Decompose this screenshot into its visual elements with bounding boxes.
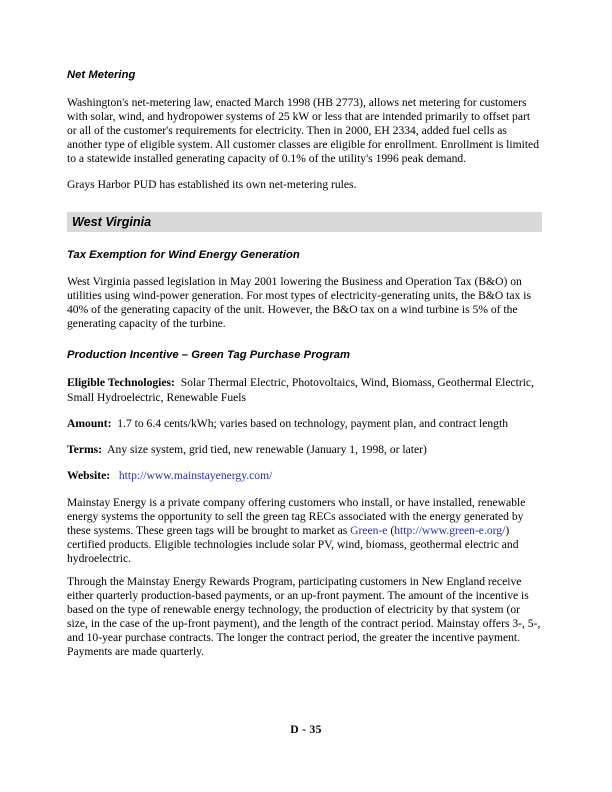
state-heading-west-virginia: West Virginia [72,215,152,230]
link-mainstay-energy-website[interactable]: http://www.mainstayenergy.com/ [118,468,273,482]
text-open-paren: ( [387,523,395,537]
spacer [67,566,542,575]
spacer [67,262,542,275]
link-green-e-url[interactable]: http://www.green-e.org/ [394,523,506,537]
heading-net-metering: Net Metering [67,69,136,81]
spacer [67,483,542,496]
link-green-e[interactable]: Green-e [350,523,388,537]
paragraph-mainstay-rewards-program: Through the Mainstay Energy Rewards Program, participating customers in New England receive either quarterly production-based payments, or an up-front payment. The amount of the incentive is based on the type of renewable energy technology, the production of electricity by that system (or size, in the case of the up-front payment), and the length of the contract period. Mainstay offers 3-, 5-, and 10-year purchase contracts. The longer the contract period, the greater the incentive payment. Payments are made quarterly. [67,574,541,659]
spacer [67,362,542,376]
spacer-inline [110,469,119,482]
page-footer-number: D - 35 [290,723,322,736]
label-amount: Amount: [67,416,112,430]
heading-production-incentive: Production Incentive – Green Tag Purchase Program [67,349,351,362]
spacer [67,431,542,443]
text-mainstay-outro: ) certified products. Eligible technologies include solar PV, wind, biomass, geothermal electric and hydroelectric. [67,523,519,565]
spacer [67,232,542,248]
field-website [67,469,542,483]
paragraph-tax-exemption: West Virginia passed legislation in May 2001 lowering the Business and Operation Tax (B&O) on utilities using wind-power generation. For most types of electricity-generating units, the B&O tax is 40% of the generating capacity of the unit. However, the B&O tax on a wind turbine is 5% of the generating capacity of the turbine. [67,275,531,331]
spacer [67,457,542,469]
paragraph-mainstay-energy-overview [67,496,542,566]
state-heading-band [67,212,542,232]
label-terms: Terms: [67,442,102,456]
spacer [67,82,542,96]
paragraph-grays-harbor-pud: Grays Harbor PUD has established its own net-metering rules. [67,178,357,192]
field-terms [67,443,542,457]
spacer [67,192,542,212]
field-amount [67,417,542,431]
spacer [67,166,542,178]
value-eligible-technologies: Solar Thermal Electric, Photovoltaics, Wind, Biomass, Geothermal Electric, Small Hydroelectric, Renewable Fuels [67,376,534,404]
field-eligible-technologies [67,376,542,404]
spacer [67,405,542,417]
heading-tax-exemption: Tax Exemption for Wind Energy Generation [67,249,300,262]
page-content [67,68,542,659]
label-eligible-technologies: Eligible Technologies: [67,376,175,390]
value-terms: Any size system, grid tied, new renewable (January 1, 1998, or later) [107,442,427,456]
paragraph-net-metering-overview: Washington's net-metering law, enacted March 1998 (HB 2773), allows net metering for customers with solar, wind, and hydropower systems of 25 kW or less that are intended primarily to offset part or all of the customer's requirements for electricity. Then in 2000, EH 2334, added fuel cells as another type of eligible system. All customer classes are eligible for enrollment. Enrollment is limited to a statewide installed generating capacity of 0.1% of the utility's 1996 peak demand. [67,96,540,166]
text-mainstay-intro: Mainstay Energy is a private company offering customers who install, or have installed, renewable energy systems the opportunity to sell the green tag RECs associated with the energy generated by these systems. These green tags will be brought to market as [67,495,526,537]
label-website: Website: [67,468,111,482]
spacer [67,331,542,348]
value-amount: 1.7 to 6.4 cents/kWh; varies based on technology, payment plan, and contract length [117,416,509,430]
